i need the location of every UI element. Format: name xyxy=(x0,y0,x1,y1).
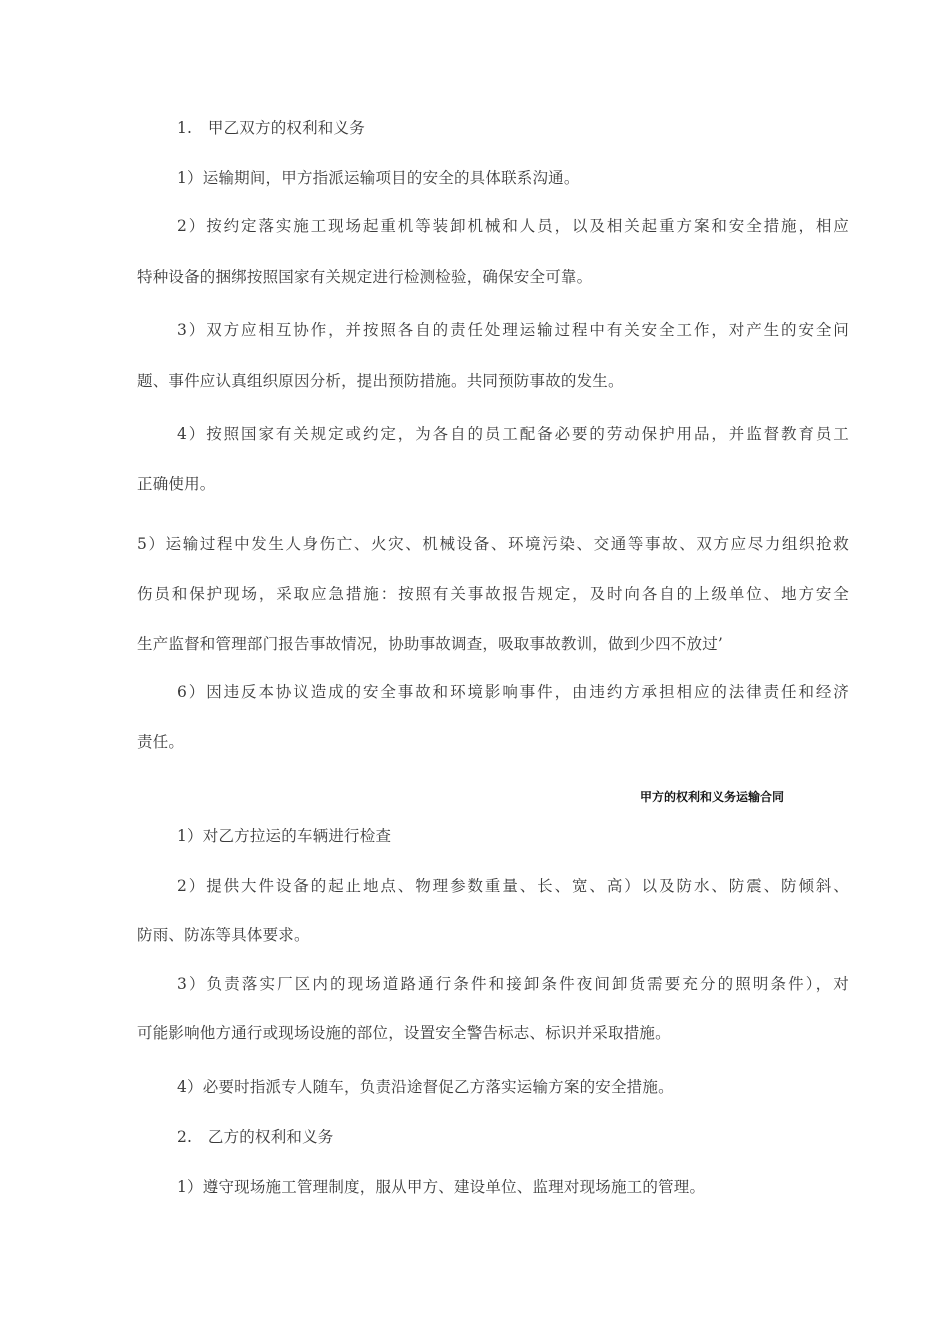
paragraph-line: 1）遵守现场施工管理制度，服从甲方、建设单位、监理对现场施工的管理。 xyxy=(177,1178,706,1196)
paragraph-line: 伤员和保护现场，采取应急措施：按照有关事故报告规定，及时向各自的上级单位、地方安全 xyxy=(137,585,849,603)
paragraph-line: 2）提供大件设备的起止地点、物理参数重量、长、宽、高）以及防水、防震、防倾斜、 xyxy=(177,877,849,895)
paragraph-line: 防雨、防冻等具体要求。 xyxy=(137,926,310,944)
paragraph-line: 4）必要时指派专人随车，负责沿途督促乙方落实运输方案的安全措施。 xyxy=(177,1078,674,1096)
paragraph-line: 1）对乙方拉运的车辆进行检查 xyxy=(177,827,392,845)
paragraph-line: 题、事件应认真组织原因分析，提出预防措施。共同预防事故的发生。 xyxy=(137,372,624,390)
paragraph-line: 5）运输过程中发生人身伤亡、火灾、机械设备、环境污染、交通等事故、双方应尽力组织抢救 xyxy=(137,535,849,553)
paragraph-line: 特种设备的捆绑按照国家有关规定进行检测检验，确保安全可靠。 xyxy=(137,268,593,286)
paragraph-line: 6）因违反本协议造成的安全事故和环境影响事件，由违约方承担相应的法律责任和经济 xyxy=(177,683,849,701)
paragraph-line: 责任。 xyxy=(137,733,185,751)
paragraph-line: 生产监督和管理部门报告事故情况，协助事故调查，吸取事故教训，做到少四不放过’ xyxy=(137,635,724,653)
section-caption: 甲方的权利和义务运输合同 xyxy=(640,790,785,804)
paragraph-line: 3）双方应相互协作，并按照各自的责任处理运输过程中有关安全工作，对产生的安全问 xyxy=(177,321,849,339)
section-heading-1: 1. 甲乙双方的权利和义务 xyxy=(177,119,365,137)
paragraph-line: 2）按约定落实施工现场起重机等装卸机械和人员，以及相关起重方案和安全措施，相应 xyxy=(177,217,849,235)
paragraph-line: 4）按照国家有关规定或约定，为各自的员工配备必要的劳动保护用品，并监督教育员工 xyxy=(177,425,849,443)
section-heading-2: 2. 乙方的权利和义务 xyxy=(177,1128,334,1146)
paragraph-line: 正确使用。 xyxy=(137,475,216,493)
paragraph-line: 1）运输期间，甲方指派运输项目的安全的具体联系沟通。 xyxy=(177,169,580,187)
paragraph-line: 可能影响他方通行或现场设施的部位，设置安全警告标志、标识并采取措施。 xyxy=(137,1024,671,1042)
paragraph-line: 3）负责落实厂区内的现场道路通行条件和接卸条件夜间卸货需要充分的照明条件），对 xyxy=(177,975,849,993)
